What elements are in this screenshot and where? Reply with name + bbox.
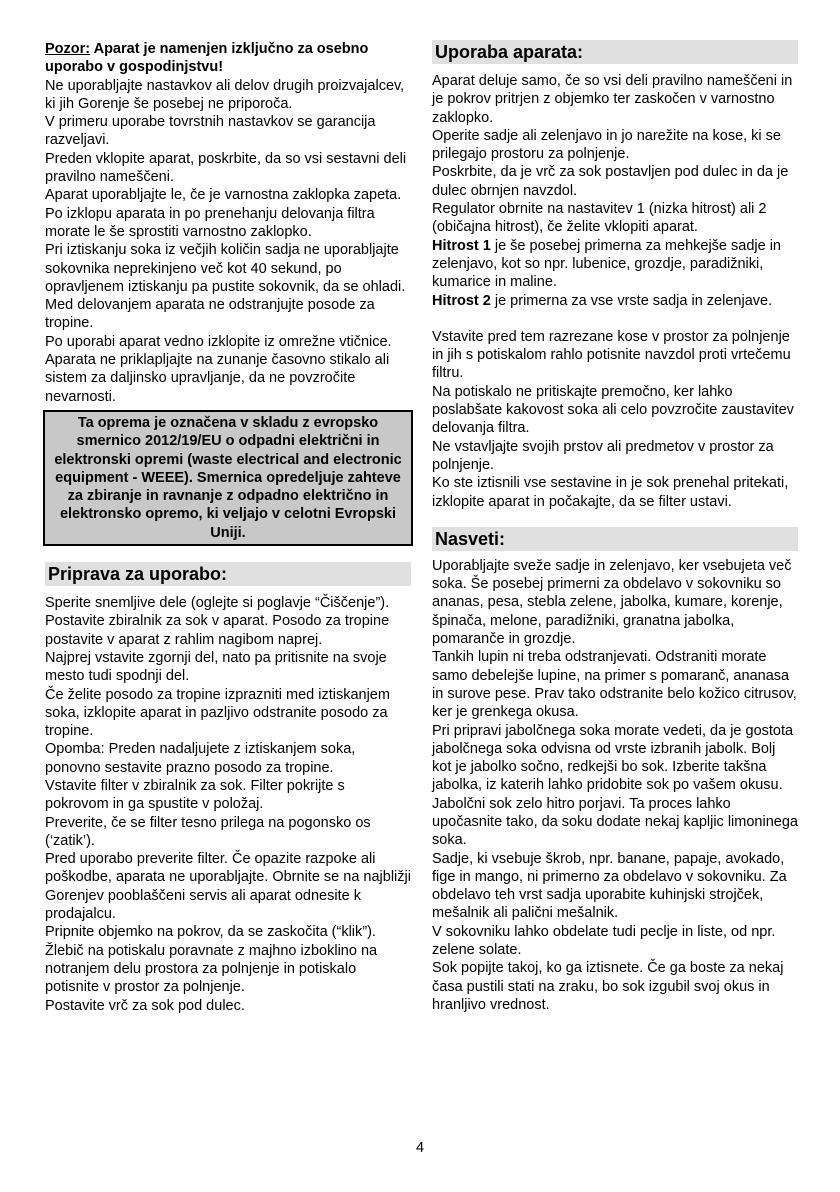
uporaba-heading: Uporaba aparata: — [432, 40, 798, 64]
uporaba-paragraph: Vstavite pred tem razrezane kose v prostor za polnjenje in jih s potiskalom rahlo potisnite navzdol proti vrtečemu filtru. — [432, 328, 791, 382]
hitrost2-text: je primerna za vse vrste sadja in zelenjave. — [490, 292, 773, 309]
left-column — [45, 40, 411, 1015]
hitrost1-text: je še posebej primerna za mehkejše sadje in zelenjavo, kot so npr. lubenice, grozdje, paradižniki, kumarice in maline. — [432, 237, 781, 291]
uporaba-paragraph: Aparat deluje samo, če so vsi deli pravilno nameščeni in je pokrov pritrjen z objemko ter zaskočen v varnostno zaklopko. — [432, 73, 793, 126]
pozor-label: Pozor: — [45, 41, 91, 57]
priprava-paragraph: Postavite zbiralnik za sok v aparat. Posodo za tropine postavite v aparat z rahlim nagibom naprej. — [45, 613, 390, 648]
priprava-paragraph: Preverite, če se filter tesno prilega na pogonsko os (‘zatik’). — [45, 814, 371, 849]
uporaba-paragraph: Operite sadje ali zelenjavo in jo narežite na kose, ki se prilegajo prostoru za polnjenje. — [432, 127, 781, 163]
pozor-text: Aparat je namenjen izključno za osebno uporabo v gospodinjstvu! — [45, 41, 369, 76]
hitrost1-paragraph — [432, 237, 798, 292]
nasveti-paragraph: Sadje, ki vsebuje škrob, npr. banane, papaje, avokado, fige in mango, ni primerno za obdelavo v sokovniku. Za obdelavo teh vrst sadja uporabite kuhinjski strojček, mešalnik ali palični mešalnik. — [432, 850, 787, 922]
warning-paragraph: Pri iztiskanju soka iz večjih količin sadja ne uporabljajte sokovnika neprekinjeno več kot 40 sekund, po opravljenem iztiskanju pa pustite sokovnik, da se ohladi. — [45, 242, 406, 295]
hitrost1-label: Hitrost 1 — [432, 237, 491, 254]
priprava-paragraph: Pripnite objemko na pokrov, da se zaskočita (“klik”). Žlebič na potiskalu poravnate z majhno izboklino na notranjem delu prostora za polnjenje in potiskalo potisnite v prostor za polnjenje. — [45, 924, 378, 996]
priprava-paragraph: Vstavite filter v zbiralnik za sok. Filter pokrijte s pokrovom in ga spustite v položaj. — [45, 777, 345, 813]
priprava-paragraph: Če želite posodo za tropine izprazniti med iztiskanjem soka, izklopite aparat in pazljivo odstranite posodo za tropine. — [45, 686, 390, 740]
warning-paragraph: Po izklopu aparata in po prenehanju delovanja filtra morate le še sprostiti varnostno zaklopko. — [45, 205, 375, 240]
nasveti-paragraph: Uporabljajte sveže sadje in zelenjavo, ker vsebujeta več soka. Še posebej primerni za obdelavo v sokovniku so ananas, pesa, stebla zelene, jabolka, kumare, korenje, špinača, melone, paradižniki, granatna jabolka, pomaranče in grozdje. — [432, 557, 792, 648]
nasveti-paragraph: Jabolčni sok zelo hitro porjavi. Ta proces lahko upočasnite tako, da soku dodate nekaj kapljic limoninega soka. — [432, 795, 798, 849]
right-column — [432, 40, 798, 1014]
uporaba-paragraph: Regulator obrnite na nastavitev 1 (nizka hitrost) ali 2 (običajna hitrost), če želite vklopiti aparat. — [432, 201, 767, 236]
warning-paragraph: Aparat uporabljajte le, če je varnostna zaklopka zapeta. — [45, 187, 402, 204]
priprava-paragraph: Opomba: Preden nadaljujete z iztiskanjem soka, ponovno sestavite prazno posodo za tropine. — [45, 741, 356, 776]
nasveti-paragraph: V sokovniku lahko obdelate tudi peclje in liste, od npr. zelene solate. — [432, 923, 776, 959]
warning-paragraph: Aparata ne priklapljajte na zunanje časovno stikalo ali sistem za daljinsko upravljanje, da ne povzročite nevarnosti. — [45, 352, 390, 405]
priprava-paragraph: Postavite vrč za sok pod dulec. — [45, 997, 245, 1014]
priprava-heading: Priprava za uporabo: — [45, 562, 411, 586]
priprava-paragraph: Sperite snemljive dele (oglejte si poglavje “Čiščenje”). — [45, 595, 390, 612]
warning-paragraph: V primeru uporabe tovrstnih nastavkov se garancija razveljavi. — [45, 114, 376, 149]
page-number: 4 — [415, 1140, 425, 1156]
priprava-paragraph: Pred uporabo preverite filter. Če opazite razpoke ali poškodbe, aparata ne uporabljajte. Obrnite se na najbližji Gorenjev pooblaščeni servis ali aparat odnesite k prodajalcu. — [45, 851, 411, 923]
hitrost2-paragraph — [432, 292, 798, 310]
weee-notice-box: Ta oprema je označena v skladu z evropsko smernico 2012/19/EU o odpadni električni in elektronski opremi (waste electrical and electronic equipment - WEEE). Smernica opredeljuje zahteve za zbiranje in ravnanje z odpadno električno in elektronsko opremo, ki veljajo v celotni Evropski Uniji. — [43, 410, 413, 546]
nasveti-paragraph: Sok popijte takoj, ko ga iztisnete. Če ga boste za nekaj časa pustili stati na zraku, bo sok izgubil svoj okus in hranljivo vrednost. — [432, 960, 784, 1013]
priprava-paragraph: Najprej vstavite zgornji del, nato pa pritisnite na svoje mesto tudi spodnji del. — [45, 649, 387, 685]
uporaba-paragraph: Na potiskalo ne pritiskajte premočno, ker lahko poslabšate kakovost soka ali celo povzročite zaustavitev delovanja filtra. — [432, 383, 794, 437]
warning-paragraph: Po uporabi aparat vedno izklopite iz omrežne vtičnice. — [45, 333, 392, 350]
warning-paragraph: Ne uporabljajte nastavkov ali delov drugih proizvajalcev, ki jih Gorenje še posebej ne priporoča. — [45, 77, 405, 112]
pozor-paragraph — [45, 40, 411, 77]
warning-paragraph: Preden vklopite aparat, poskrbite, da so vsi sestavni deli pravilno nameščeni. — [45, 150, 407, 186]
uporaba-paragraph: Ko ste iztisnili vse sestavine in je sok prenehal pritekati, izklopite aparat in počakajte, da se filter ustavi. — [432, 475, 789, 510]
warning-paragraph: Med delovanjem aparata ne odstranjujte posode za tropine. — [45, 297, 375, 332]
nasveti-paragraph: Tankih lupin ni treba odstranjevati. Odstraniti morate samo debelejše lupine, na primer s pomaranč, ananasa in surove pese. Prav tako odstranite belo kožico citrusov, ker je grenkega okusa. — [432, 649, 797, 721]
uporaba-paragraph: Ne vstavljajte svojih prstov ali predmetov v prostor za polnjenje. — [432, 438, 774, 473]
nasveti-heading: Nasveti: — [432, 527, 798, 551]
uporaba-paragraph: Poskrbite, da je vrč za sok postavljen pod dulec in da je dulec obrnjen navzdol. — [432, 164, 789, 199]
nasveti-paragraph: Pri pripravi jabolčnega soka morate vedeti, da je gostota jabolčnega soka odvisna od vrste izbranih jabolk. Bolj kot je jabolko sočno, redkejši bo sok. Izberite takšna jabolka, iz katerih lahko pridobite sok po vašem okusu. — [432, 722, 794, 794]
hitrost2-label: Hitrost 2 — [432, 292, 491, 309]
